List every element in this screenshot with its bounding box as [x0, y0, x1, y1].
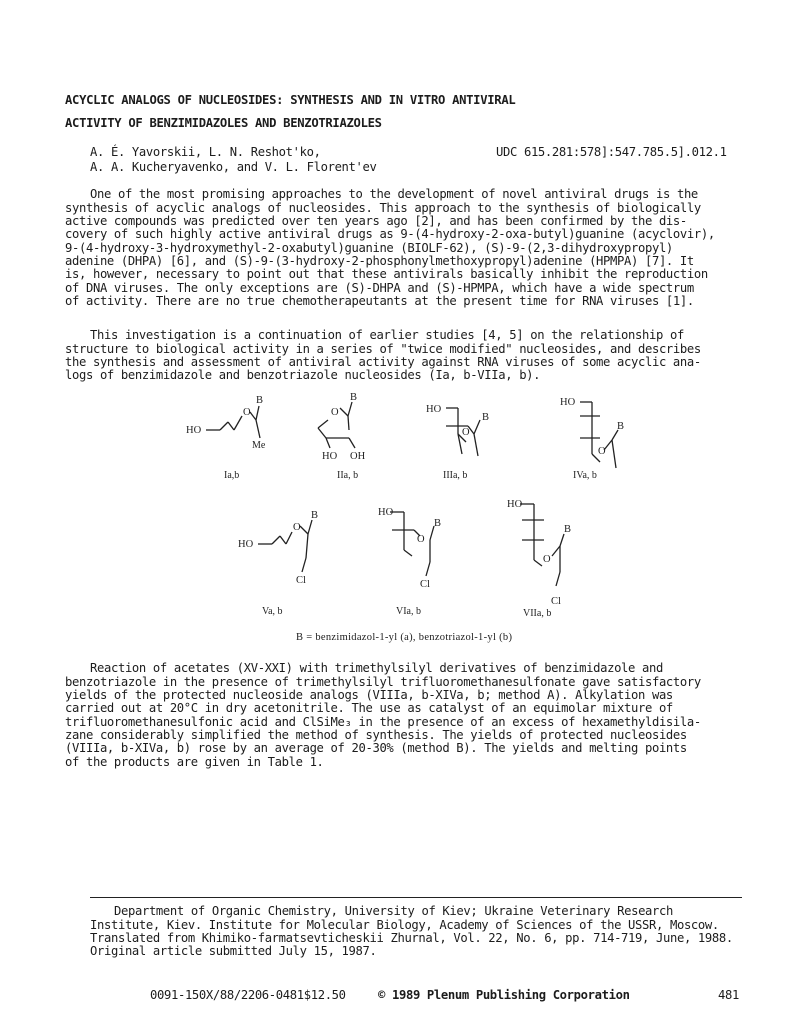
figure-caption: B = benzimidazol-1-yl (a), benzotriazol-1-yl (b): [296, 632, 513, 643]
authors-line-1: A. É. Yavorskii, L. N. Reshot'ko,: [90, 145, 321, 159]
atom-label: O: [543, 554, 551, 565]
paragraph-3-body: [65, 676, 701, 770]
text-line: zane considerably simplified the method of synthesis. The yields of protected nucleosides: [65, 728, 687, 743]
text-line: active compounds was predicted over ten years ago [2], and has been confirmed by the dis-: [65, 213, 687, 228]
paragraph-1-body: [65, 202, 715, 309]
text-line: 9-(4-hydroxy-3-hydroxymethyl-2-oxabutyl)guanine (BIOLF-62), (S)-9-(2,3-dihydroxypropyl): [65, 240, 673, 255]
atom-label: OH: [350, 451, 366, 462]
atom-label: B: [434, 518, 442, 529]
atom-label: HO: [238, 539, 254, 550]
text-line: trifluoromethanesulfonic acid and ClSiMe₃ in the presence of an excess of hexamethyldisila-: [65, 714, 701, 729]
text-line: adenine (DHPA) [6], and (S)-9-(3-hydroxy-2-phosphonylmethoxypropyl)adenine (HPMPA) [7]. It: [65, 254, 694, 269]
text-line: synthesis of acyclic analogs of nucleosides. This approach to the synthesis of biologically: [65, 200, 701, 215]
paragraph-2-body: [65, 343, 701, 383]
text-line: logs of benzimidazole and benzotriazole nucleosides (Ia, b-VIIa, b).: [65, 368, 541, 383]
structure-label: Ia,b: [224, 470, 240, 481]
structures-figure: [0, 390, 796, 650]
atom-label: O: [598, 446, 606, 457]
text-line: is, however, necessary to point out that these antivirals basically inhibit the reproduction: [65, 267, 708, 282]
text-line: of DNA viruses. The only exceptions are (S)-DHPA and (S)-HPMPA, which have a wide spectrum: [65, 280, 694, 295]
atom-label: O: [417, 534, 425, 545]
text-line: Translated from Khimiko-farmatsevticheskii Zhurnal, Vol. 22, No. 6, pp. 714-719, June, 1988.: [90, 930, 733, 945]
atom-label: HO: [186, 425, 202, 436]
text-line: benzotriazole in the presence of trimethylsilyl trifluoromethanesulfonate gave satisfactory: [65, 674, 701, 689]
structure-label: IIIa, b: [443, 470, 468, 481]
atom-label: Cl: [296, 575, 306, 586]
atom-label: B: [350, 392, 358, 403]
text-line: of the products are given in Table 1.: [65, 754, 324, 769]
atom-label: HO: [426, 404, 442, 415]
text-line: Reaction of acetates (XV-XXI) with trimethylsilyl derivatives of benzimidazole and: [90, 661, 663, 675]
paper-title-line-1: ACYCLIC ANALOGS OF NUCLEOSIDES: SYNTHESIS AND IN VITRO ANTIVIRAL: [65, 93, 516, 107]
structure-label: VIa, b: [396, 606, 421, 617]
paper-title-line-2: ACTIVITY OF BENZIMIDAZOLES AND BENZOTRIAZOLES: [65, 116, 382, 130]
text-line: yields of the protected nucleoside analogs (VIIIa, b-XIVa, b; method A). Alkylation was: [65, 687, 673, 702]
atom-label: O: [331, 407, 339, 418]
atom-label: Me: [252, 440, 266, 451]
page-number: 481: [718, 988, 739, 1002]
atom-label: B: [311, 510, 319, 521]
copyright: © 1989 Plenum Publishing Corporation: [378, 988, 630, 1002]
paragraph-3: [90, 662, 663, 675]
text-line: the synthesis and assessment of antiviral activity against RNA viruses of some acyclic ana-: [65, 354, 701, 369]
atom-label: B: [482, 412, 490, 423]
text-line: This investigation is a continuation of earlier studies [4, 5] on the relationship of: [90, 328, 684, 342]
footnote: [114, 905, 673, 918]
udc-code: UDC 615.281:578]:547.785.5].012.1: [496, 145, 727, 159]
text-line: Department of Organic Chemistry, University of Kiev; Ukraine Veterinary Research: [114, 904, 674, 918]
atom-label: O: [462, 427, 470, 438]
footnote-body: [90, 919, 733, 959]
atom-label: B: [564, 524, 572, 535]
atom-label: B: [617, 421, 625, 432]
atom-label: HO: [322, 451, 338, 462]
atom-label: B: [256, 395, 264, 406]
atom-label: O: [293, 522, 301, 533]
structure-label: VIIa, b: [523, 608, 552, 619]
text-line: Original article submitted July 15, 1987.: [90, 944, 377, 959]
text-line: of activity. There are no true chemotherapeutants at the present time for RNA viruses [1].: [65, 294, 694, 309]
text-line: carried out at 20°C in dry acetonitrile. The use as catalyst of an equimolar mixture of: [65, 701, 673, 716]
atom-label: HO: [378, 507, 394, 518]
text-line: Institute, Kiev. Institute for Molecular Biology, Academy of Sciences of the USSR, Moscow.: [90, 917, 719, 932]
atom-label: O: [243, 407, 251, 418]
text-line: One of the most promising approaches to the development of novel antiviral drugs is the: [90, 187, 698, 201]
atom-label: HO: [560, 397, 576, 408]
text-line: structure to biological activity in a series of "twice modified" nucleosides, and describes: [65, 341, 701, 356]
paragraph-1: [90, 188, 698, 201]
article-code: 0091-150X/88/2206-0481$12.50: [150, 988, 346, 1002]
structure-label: IVa, b: [573, 470, 597, 481]
text-line: covery of such highly active antiviral drugs as 9-(4-hydroxy-2-oxa-butyl)guanine (acyclovir),: [65, 227, 715, 242]
authors-line-2: A. A. Kucheryavenko, and V. L. Florent'ev: [90, 160, 377, 174]
atom-label: Cl: [420, 579, 430, 590]
atom-label: HO: [507, 499, 523, 510]
structure-label: IIa, b: [337, 470, 359, 481]
text-line: (VIIIa, b-XIVa, b) rose by an average of 20-30% (method B). The yields and melting points: [65, 741, 687, 756]
footnote-rule: [90, 897, 742, 898]
paragraph-2: [90, 329, 684, 342]
structure-label: Va, b: [262, 606, 283, 617]
atom-label: Cl: [551, 596, 561, 607]
